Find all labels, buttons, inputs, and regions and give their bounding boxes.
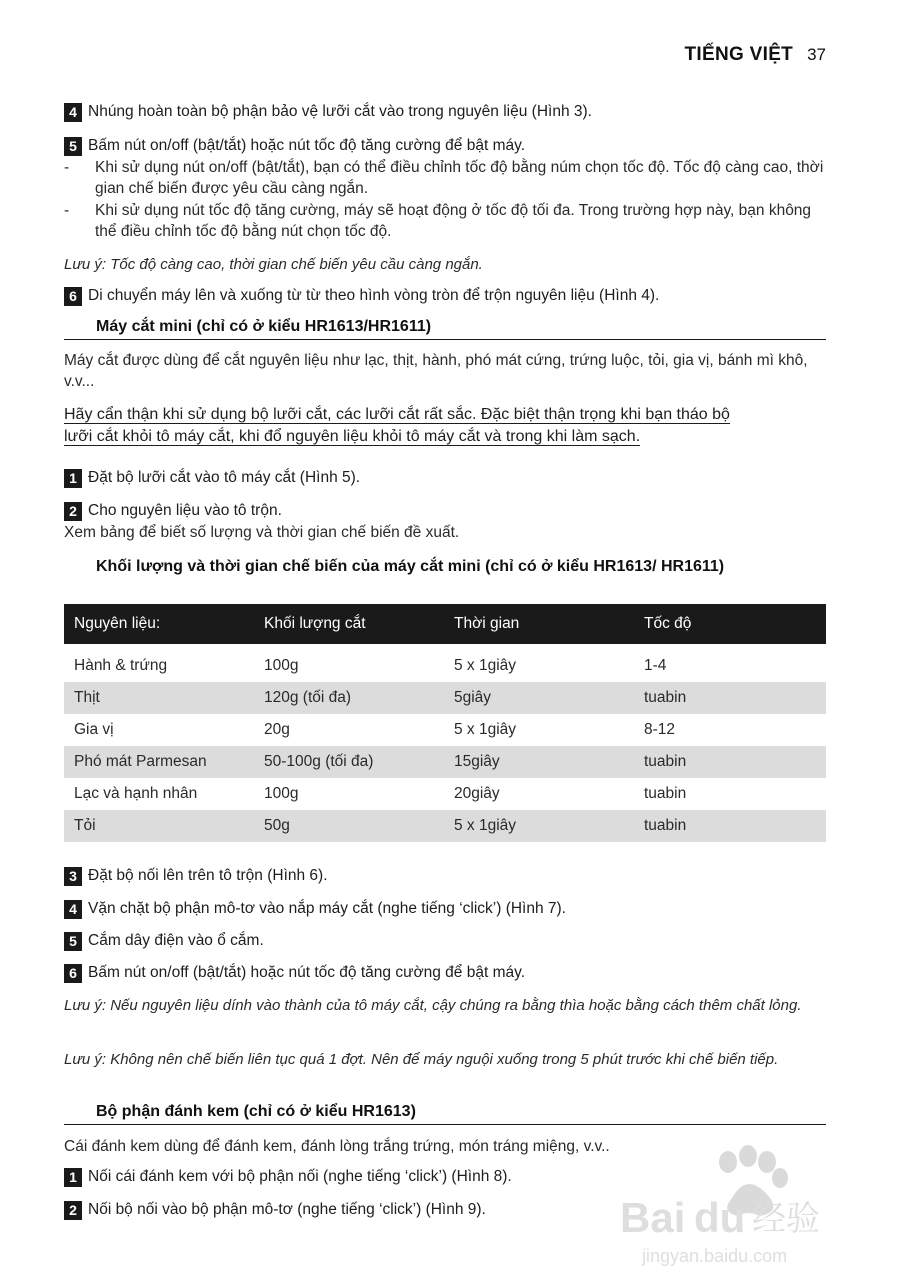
bullet-dash: - [64,202,70,219]
chopper-step-4 [64,899,566,919]
table-row [64,682,826,714]
cell-ingredient: Thịt [64,682,254,714]
svg-text:经验: 经验 [752,1199,820,1239]
section-title-chopper [64,318,826,340]
cell-quantity: 50g [254,810,444,842]
bullet-dash: - [64,159,70,176]
bullet-onoff-button [64,157,834,199]
processing-table [64,604,826,842]
section-title-text: Máy cắt mini (chỉ có ở kiểu HR1613/HR1611) [96,318,432,335]
warning-block [64,404,834,448]
page-header [685,44,827,66]
bullet-text: Khi sử dụng nút on/off (bật/tắt), bạn có thể điều chỉnh tốc độ bằng núm chọn tốc độ. Tốc độ càng cao, thời gian chế biến được yêu cầu càng ngắn. [95,159,824,197]
language-label: TIẾNG VIỆT [684,44,794,65]
warning-line-2: lưỡi cắt khỏi tô máy cắt, khi đổ nguyên liệu khỏi tô máy cắt và trong khi làm sạch. [64,428,641,445]
step-text: Nối bộ nối vào bộ phận mô-tơ (nghe tiếng ‘click’) (Hình 9). [88,1201,486,1218]
col-header-quantity: Khối lượng cắt [254,604,444,644]
step-number: 4 [64,900,82,919]
bullet-text: Khi sử dụng nút tốc độ tăng cường, máy sẽ hoạt động ở tốc độ tối đa. Trong trường hợp này, bạn không thể điều chỉnh tốc độ bằng nút chọn tốc độ. [95,202,812,240]
cell-ingredient: Hành & trứng [74,657,168,674]
warning-line-1: Hãy cẩn thận khi sử dụng bộ lưỡi cắt, các lưỡi cắt rất sắc. Đặc biệt thận trọng khi bạn tháo bộ [64,406,730,423]
chopper-intro: Máy cắt được dùng để cắt nguyên liệu như lạc, thịt, hành, phó mát cứng, trứng luộc, tỏi, gia vị, bánh mì khô, v.v... [64,352,808,390]
step-text: Đặt bộ lưỡi cắt vào tô máy cắt (Hình 5). [88,469,361,486]
table-row [64,746,826,778]
note-speed: Lưu ý: Tốc độ càng cao, thời gian chế biến yêu cầu càng ngắn. [64,256,483,273]
cell-quantity: 120g (tối đa) [254,682,444,714]
step-number: 1 [64,469,82,488]
chopper-step-5 [64,931,264,951]
step-5-switch-on [64,136,525,156]
table-row [64,644,826,682]
cell-ingredient: Tỏi [64,810,254,842]
chopper-step-3 [64,866,328,886]
step-text: Vặn chặt bộ phận mô-tơ vào nắp máy cắt (nghe tiếng ‘click’) (Hình 7). [88,900,566,917]
step-number: 1 [64,1168,82,1187]
whisk-intro: Cái đánh kem dùng để đánh kem, đánh lòng trắng trứng, món tráng miệng, v.v.. [64,1138,610,1155]
section-title-text: Bộ phận đánh kem (chỉ có ở kiểu HR1613) [96,1103,416,1120]
cell-ingredient: Lạc và hạnh nhân [74,785,198,802]
step-text: Nhúng hoàn toàn bộ phận bảo vệ lưỡi cắt vào trong nguyên liệu (Hình 3). [88,103,592,120]
step-text: Đặt bộ nối lên trên tô trộn (Hình 6). [88,867,328,884]
cell-speed: tuabin [634,810,826,842]
step-text: Bấm nút on/off (bật/tắt) hoặc nút tốc độ tăng cường để bật máy. [88,137,526,154]
chopper-step-6 [64,963,525,983]
step-number: 6 [64,964,82,983]
cell-time: 5giây [444,682,634,714]
step-number: 4 [64,103,82,122]
cell-quantity: 50-100g (tối đa) [254,746,444,778]
cell-ingredient: Gia vị [74,721,114,738]
paw-icon [620,1140,850,1270]
table-row [64,778,826,810]
table-row [64,810,826,842]
col-header-ingredient: Nguyên liệu: [64,604,254,644]
table-title: Khối lượng và thời gian chế biến của máy cắt mini (chỉ có ở kiểu HR1613/ HR1611) [96,558,725,575]
svg-text:du: du [694,1194,746,1241]
cell-time: 20giây [454,785,500,802]
cell-speed: tuabin [644,785,687,802]
whisk-step-1 [64,1167,512,1187]
cell-time: 5 x 1giây [454,721,517,738]
cell-speed: 8-12 [644,721,676,738]
step-text: Nối cái đánh kem với bộ phận nối (nghe tiếng ‘click’) (Hình 8). [88,1168,512,1185]
note-food-sticks: Lưu ý: Nếu nguyên liệu dính vào thành của tô máy cắt, cậy chúng ra bằng thìa hoặc bằng cách thêm chất lỏng. [64,997,802,1014]
section-title-whisk [64,1103,826,1125]
step-6-move [64,286,659,306]
cell-time: 5 x 1giây [444,810,634,842]
step-text: Bấm nút on/off (bật/tắt) hoặc nút tốc độ tăng cường để bật máy. [88,964,526,981]
step-4-immerse [64,102,592,122]
page-number: 37 [807,45,826,64]
step-number: 2 [64,1201,82,1220]
step-text: Di chuyển máy lên và xuống từ từ theo hình vòng tròn để trộn nguyên liệu (Hình 4). [88,287,660,304]
baidu-watermark [620,1140,850,1270]
step-number: 2 [64,502,82,521]
svg-text:jingyan.baidu.com: jingyan.baidu.com [642,1246,788,1266]
cell-time: 5 x 1giây [454,657,517,674]
note-cooldown: Lưu ý: Không nên chế biến liên tục quá 1 đợt. Nên để máy nguội xuống trong 5 phút trước khi chế biến tiếp. [64,1051,779,1068]
table-row [64,714,826,746]
cell-speed: tuabin [634,682,826,714]
table-reference: Xem bảng để biết số lượng và thời gian chế biến đề xuất. [64,524,460,541]
whisk-step-2 [64,1200,486,1220]
step-text: Cắm dây điện vào ổ cắm. [88,932,264,949]
step-number: 5 [64,932,82,951]
step-text: Cho nguyên liệu vào tô trộn. [88,502,282,519]
bullet-turbo-button [64,200,834,242]
cell-time: 15giây [444,746,634,778]
svg-text:Bai: Bai [620,1194,686,1241]
step-number: 6 [64,287,82,306]
chopper-step-2 [64,501,282,521]
cell-speed: 1-4 [644,657,667,674]
step-number: 3 [64,867,82,886]
col-header-time: Thời gian [444,604,634,644]
step-number: 5 [64,137,82,156]
chopper-step-1 [64,468,360,488]
col-header-speed: Tốc độ [634,604,826,644]
cell-quantity: 100g [264,657,299,674]
table-header-row [64,604,826,644]
cell-quantity: 20g [264,721,290,738]
cell-quantity: 100g [264,785,299,802]
cell-ingredient: Phó mát Parmesan [64,746,254,778]
cell-speed: tuabin [634,746,826,778]
